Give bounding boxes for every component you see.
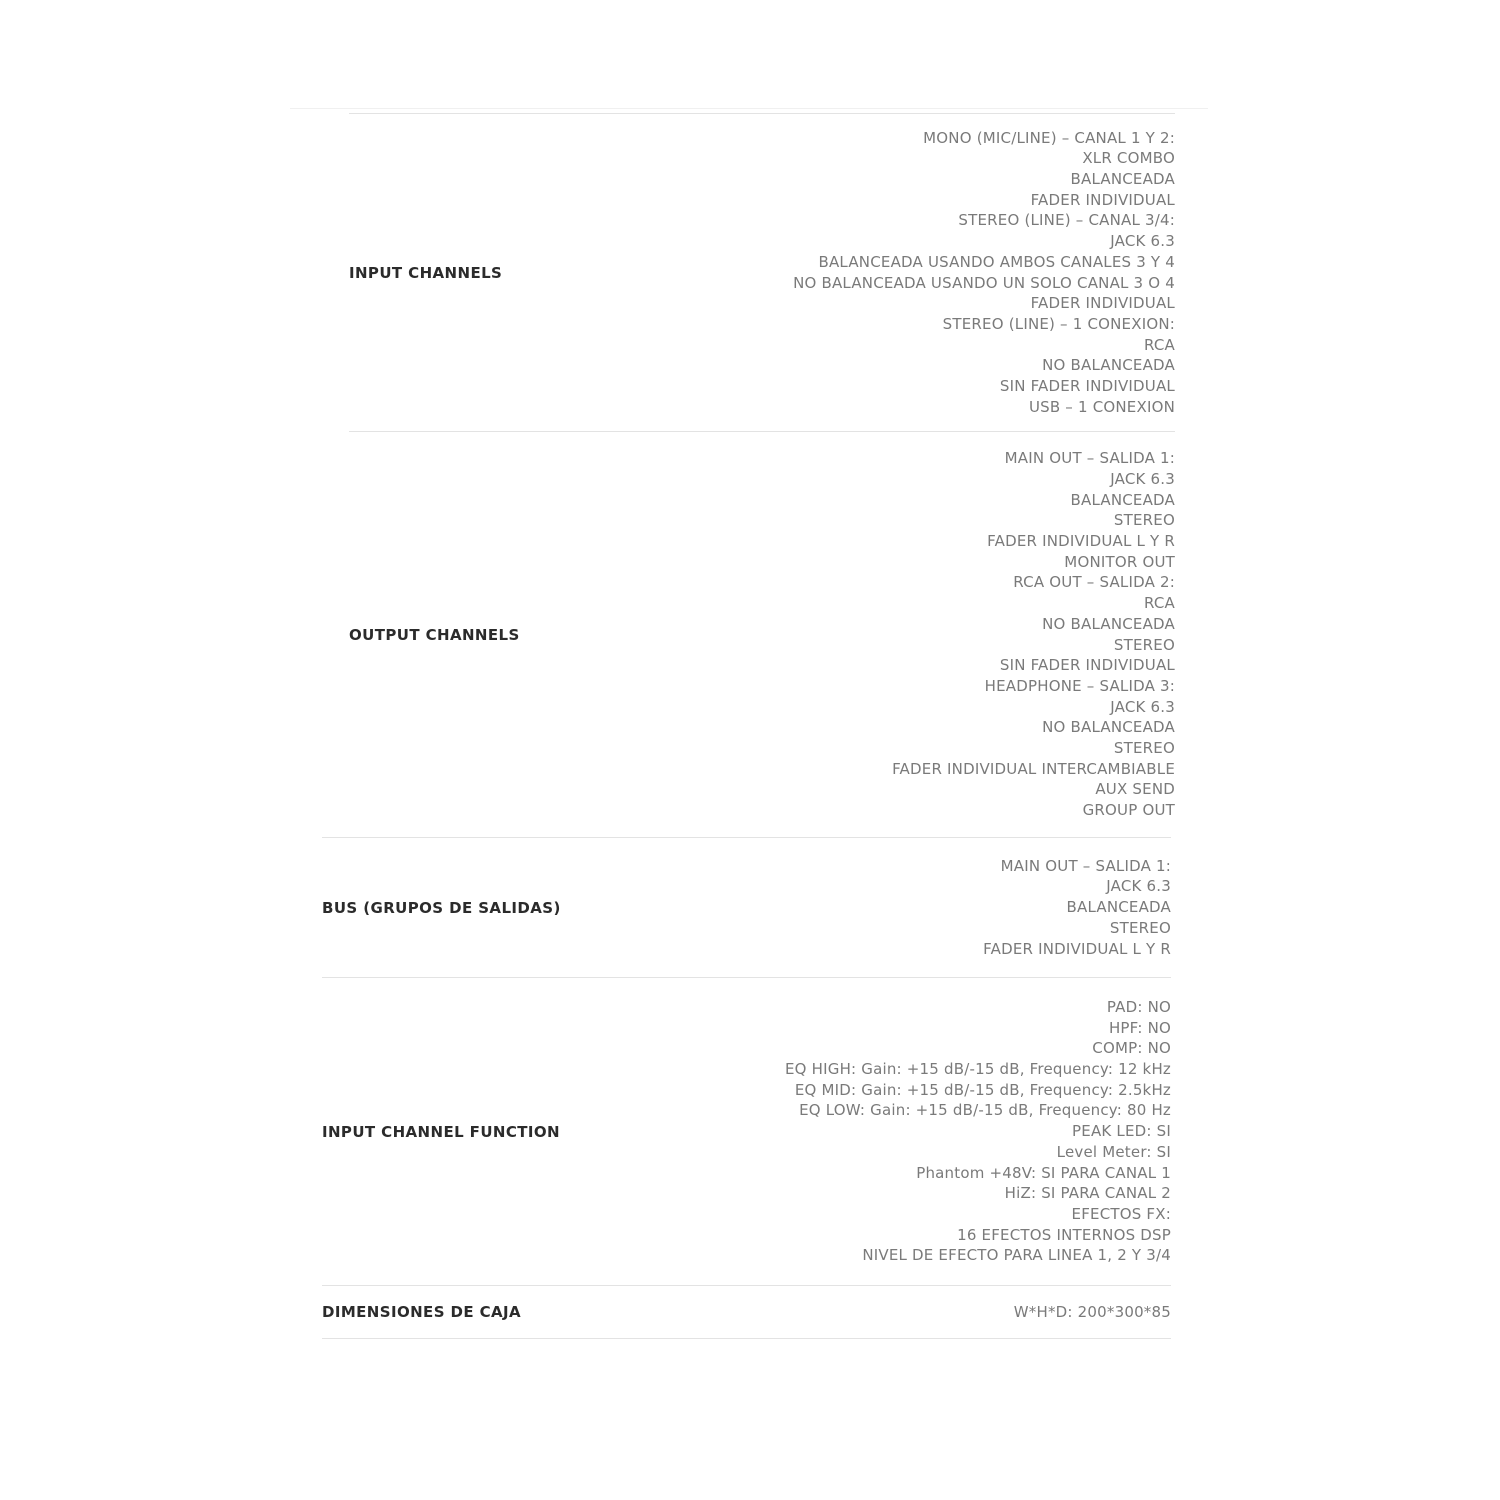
spec-value: NIVEL DE EFECTO PARA LINEA 1, 2 Y 3/4 xyxy=(862,1246,1171,1265)
spec-row-output-channels xyxy=(349,431,1175,837)
spec-value: RCA xyxy=(1143,594,1175,613)
spec-label: OUTPUT CHANNELS xyxy=(349,625,520,644)
spec-value: W*H*D: 200*300*85 xyxy=(1013,1302,1171,1321)
spec-value: EQ HIGH: Gain: +15 dB/-15 dB, Frequency: 12 kHz xyxy=(784,1060,1171,1079)
spec-value: STEREO xyxy=(1113,739,1175,758)
spec-value: SIN FADER INDIVIDUAL xyxy=(999,656,1175,675)
spec-value: Level Meter: SI xyxy=(1056,1142,1171,1161)
spec-value: STEREO (LINE) – 1 CONEXION: xyxy=(942,314,1175,333)
spec-value: JACK 6.3 xyxy=(1110,232,1175,251)
spec-values xyxy=(793,128,1175,418)
spec-value: FADER INDIVIDUAL INTERCAMBIABLE xyxy=(892,759,1175,778)
spec-value: FADER INDIVIDUAL L Y R xyxy=(987,531,1175,550)
spec-value: EQ MID: Gain: +15 dB/-15 dB, Frequency: 2.5kHz xyxy=(794,1080,1171,1099)
spec-value: NO BALANCEADA xyxy=(1042,356,1175,375)
spec-value: GROUP OUT xyxy=(1082,801,1175,820)
spec-value: NO BALANCEADA USANDO UN SOLO CANAL 3 O 4 xyxy=(793,273,1175,292)
spec-row-input-channel-function xyxy=(322,977,1171,1285)
spec-label: DIMENSIONES DE CAJA xyxy=(322,1303,522,1321)
spec-value: RCA OUT – SALIDA 2: xyxy=(1013,573,1175,592)
spec-label: BUS (GRUPOS DE SALIDAS) xyxy=(322,898,561,917)
spec-value: BALANCEADA USANDO AMBOS CANALES 3 Y 4 xyxy=(818,252,1175,271)
spec-value: STEREO xyxy=(1109,918,1171,937)
spec-value: MAIN OUT – SALIDA 1: xyxy=(1000,856,1171,875)
spec-value: HEADPHONE – SALIDA 3: xyxy=(984,676,1175,695)
spec-value: 16 EFECTOS INTERNOS DSP xyxy=(957,1225,1171,1244)
spec-value: HPF: NO xyxy=(1108,1018,1171,1037)
spec-row-bus xyxy=(322,837,1171,977)
spec-value: MONO (MIC/LINE) – CANAL 1 Y 2: xyxy=(923,128,1175,147)
spec-values xyxy=(1014,1302,1171,1323)
spec-values xyxy=(983,856,1171,960)
spec-value: FADER INDIVIDUAL xyxy=(1030,294,1175,313)
spec-value: NO BALANCEADA xyxy=(1042,614,1175,633)
spec-value: PEAK LED: SI xyxy=(1072,1122,1171,1141)
spec-value: AUX SEND xyxy=(1095,780,1175,799)
spec-value: BALANCEADA xyxy=(1066,898,1171,917)
spec-value: BALANCEADA xyxy=(1070,490,1175,509)
spec-value: FADER INDIVIDUAL L Y R xyxy=(983,939,1171,958)
spec-value: BALANCEADA xyxy=(1070,169,1175,188)
spec-value: STEREO xyxy=(1113,635,1175,654)
spec-value: STEREO (LINE) – CANAL 3/4: xyxy=(958,211,1175,230)
spec-value: SIN FADER INDIVIDUAL xyxy=(999,377,1175,396)
spec-value: PAD: NO xyxy=(1106,997,1171,1016)
spec-value: EFECTOS FX: xyxy=(1071,1204,1171,1223)
spec-label: INPUT CHANNELS xyxy=(349,263,503,282)
spec-value: COMP: NO xyxy=(1092,1039,1171,1058)
spec-value: FADER INDIVIDUAL xyxy=(1030,190,1175,209)
spec-value: MAIN OUT – SALIDA 1: xyxy=(1004,449,1175,468)
spec-value: MONITOR OUT xyxy=(1064,552,1175,571)
spec-value: USB – 1 CONEXION xyxy=(1028,397,1175,416)
spec-value: JACK 6.3 xyxy=(1110,697,1175,716)
spec-row-dimensions xyxy=(322,1285,1171,1339)
spec-value: JACK 6.3 xyxy=(1110,469,1175,488)
spec-value: JACK 6.3 xyxy=(1106,877,1171,896)
spec-value: RCA xyxy=(1143,335,1175,354)
spec-values xyxy=(892,448,1175,821)
spec-value: EQ LOW: Gain: +15 dB/-15 dB, Frequency: 80 Hz xyxy=(799,1101,1171,1120)
spec-value: HiZ: SI PARA CANAL 2 xyxy=(1004,1184,1171,1203)
spec-label: INPUT CHANNEL FUNCTION xyxy=(322,1122,560,1141)
spec-value: XLR COMBO xyxy=(1082,149,1175,168)
spec-value: STEREO xyxy=(1113,511,1175,530)
spec-row-input-channels xyxy=(349,113,1175,431)
spec-value: Phantom +48V: SI PARA CANAL 1 xyxy=(916,1163,1171,1182)
spec-value: NO BALANCEADA xyxy=(1042,718,1175,737)
spec-values xyxy=(785,997,1171,1266)
